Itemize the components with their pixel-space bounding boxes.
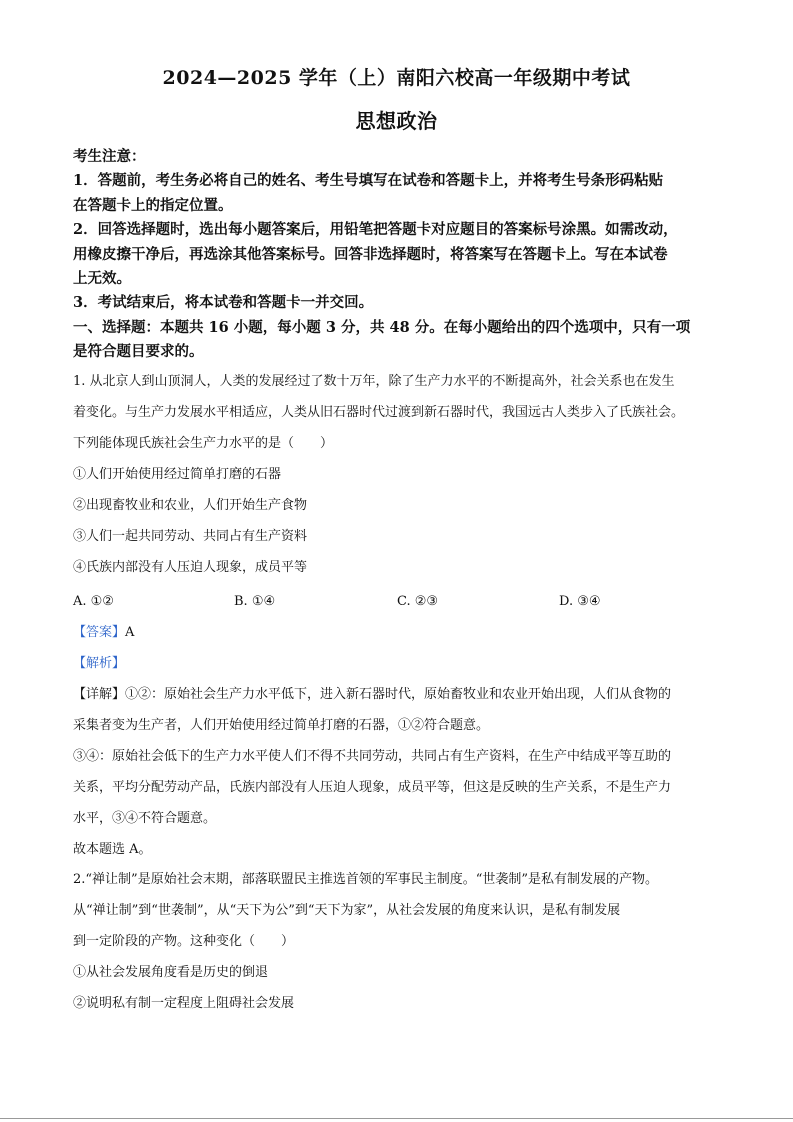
q1-item: ①人们开始使用经过简单打磨的石器 [73,467,282,482]
q2-stem-line: 从“禅让制”到“世袭制”，从“天下为公”到“天下为家”，从社会发展的角度来认识，是私有制发展 [73,903,621,918]
q1-option-d: D. ③④ [559,594,601,609]
notice-line: 用橡皮擦干净后，再选涂其他答案标号。回答非选择题时，将答案写在答题卡上。写在本试卷 [73,245,668,263]
q1-option-c: C. ②③ [397,594,439,609]
q1-options [73,586,733,617]
question-2 [73,864,733,1019]
q1-detail-line: ③④：原始社会低下的生产力水平使人们不得不共同劳动，共同占有生产资料，在生产中结成平等互助的 [73,749,672,764]
q1-option-a: A. ①② [73,594,114,609]
question-1 [73,366,733,583]
q2-stem-line: 到一定阶段的产物。这种变化（ ） [73,934,295,949]
subject-title: 思想政治 [355,109,438,133]
page-bottom-rule [0,1118,793,1119]
notice-line: 3．考试结束后，将本试卷和答题卡一并交回。 [73,294,374,312]
q1-detail-line: 水平，③④不符合题意。 [73,811,217,826]
notice-line: 2．回答选择题时，选出每小题答案后，用铅笔把答题卡对应题目的答案标号涂黑。如需改动， [73,221,678,239]
q1-option-b: B. ①④ [234,594,276,609]
section-heading: 是符合题目要求的。 [73,343,204,361]
notice-line: 在答题卡上的指定位置。 [73,196,233,214]
q1-detail-line: 关系，平均分配劳动产品，氏族内部没有人压迫人现象，成员平等，但这是反映的生产关系，不是生产力 [73,780,672,795]
notice-line: 上无效。 [73,270,131,288]
section-heading: 一、选择题：本题共 16 小题，每小题 3 分，共 48 分。在每小题给出的四个选项中，只有一项 [73,318,691,336]
q1-item: ③人们一起共同劳动、共同占有生产资料 [73,529,308,544]
answer-value: A [125,625,135,640]
notice-block [73,145,733,365]
q1-solution [73,617,733,865]
analysis-label: 【解析】 [73,656,126,671]
q1-answer-line [73,617,733,648]
q1-detail-line: 采集者变为生产者，人们开始使用经过简单打磨的石器，①②符合题意。 [73,718,490,733]
q1-stem-line: 着变化。与生产力发展水平相适应，人类从旧石器时代过渡到新石器时代，我国远古人类步入了氏族社会。 [73,405,685,420]
detail-text: ①②：原始社会生产力水平低下，进入新石器时代，原始畜牧业和农业开始出现，人们从食物的 [125,687,672,702]
q1-stem-line: 下列能体现氏族社会生产力水平的是（ ） [73,436,334,451]
q2-item: ②说明私有制一定程度上阻碍社会发展 [73,996,295,1011]
exam-title: 2024—2025 学年（上）南阳六校高一年级期中考试 [162,67,631,89]
q1-detail-line [73,679,733,710]
detail-label: 【详解】 [73,687,126,702]
q2-stem-line: 2.“禅让制”是原始社会末期，部落联盟民主推选首领的军事民主制度。“世袭制”是私有制发展的产物。 [73,872,658,887]
q1-item: ④氏族内部没有人压迫人现象，成员平等 [73,560,308,575]
q1-stem-line: 1. 从北京人到山顶洞人，人类的发展经过了数十万年，除了生产力水平的不断提高外，社会关系也在发生 [73,374,675,389]
notice-heading: 考生注意： [73,148,146,165]
q1-detail-line: 故本题选 A。 [73,842,152,857]
notice-line: 1．答题前，考生务必将自己的姓名、考生号填写在试卷和答题卡上，并将考生号条形码粘贴 [73,172,664,190]
answer-label: 【答案】 [73,625,126,640]
q1-item: ②出现畜牧业和农业，人们开始生产食物 [73,498,308,513]
q2-item: ①从社会发展角度看是历史的倒退 [73,965,269,980]
